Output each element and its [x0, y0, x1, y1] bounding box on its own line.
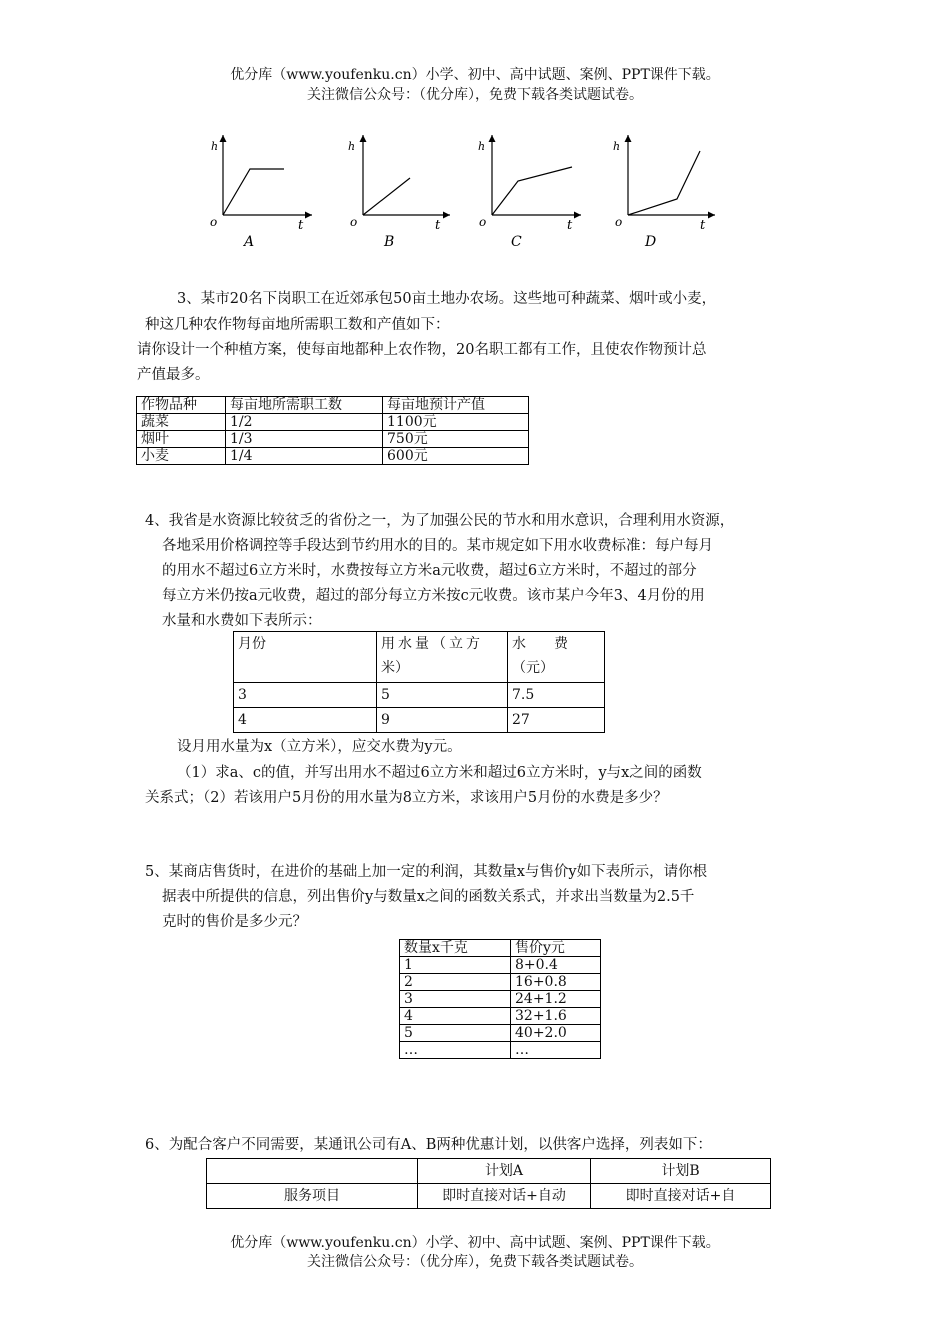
table-cell: 8+0.4	[511, 957, 601, 974]
table-cell: 3	[234, 683, 377, 708]
table-cell: 小麦	[137, 448, 226, 465]
header-line-1: 优分库（www.youfenku.cn）小学、初中、高中试题、案例、PPT课件下载。	[230, 67, 720, 83]
q4-header-water-2: 米）	[381, 660, 409, 676]
q4-header-fee-1: 水 费	[512, 636, 568, 652]
table-cell: 32+1.6	[511, 1008, 601, 1025]
q4-table	[233, 631, 605, 733]
q4-line-7: （1）求a、c的值，并写出用水不超过6立方米和超过6立方米时，y与x之间的函数	[177, 765, 702, 781]
table-row	[207, 1184, 771, 1209]
table-header-cell: 月份	[234, 632, 377, 683]
graph-d-axis-x: t	[700, 218, 706, 233]
table-header-cell	[207, 1159, 418, 1184]
table-row	[400, 1025, 601, 1042]
table-cell: 40+2.0	[511, 1025, 601, 1042]
table-cell: 9	[377, 708, 508, 733]
table-cell: 即时直接对话+自	[591, 1184, 771, 1209]
table-header-cell: 计划B	[591, 1159, 771, 1184]
table-row	[400, 991, 601, 1008]
table-cell: 1/3	[226, 431, 383, 448]
table-cell: 3	[400, 991, 511, 1008]
graph-a	[210, 135, 312, 250]
q3-line-1: 3、某市20名下岗职工在近郊承包50亩土地办农场。这些地可种蔬菜、烟叶或小麦，	[177, 291, 717, 307]
footer-line-1: 优分库（www.youfenku.cn）小学、初中、高中试题、案例、PPT课件下载。	[230, 1235, 720, 1251]
graph-b-axis-x: t	[435, 218, 441, 233]
header-line-2: 关注微信公众号：（优分库），免费下载各类试题试卷。	[307, 87, 643, 103]
table-cell: …	[511, 1042, 601, 1059]
table-row	[137, 448, 529, 465]
graph-b-line	[363, 178, 410, 215]
table-cell: 4	[400, 1008, 511, 1025]
q4-line-3: 的用水不超过6立方米时，水费按每立方米a元收费，超过6立方米时，不超过的部分	[162, 563, 697, 579]
graph-d-label: D	[645, 234, 657, 250]
table-cell: 750元	[383, 431, 529, 448]
graph-d-axis-y: h	[613, 140, 621, 153]
q6-table	[206, 1158, 771, 1209]
table-cell: 烟叶	[137, 431, 226, 448]
table-row	[400, 1042, 601, 1059]
graph-c-label: C	[511, 234, 522, 250]
table-row	[400, 957, 601, 974]
table-header-cell: 售价y元	[511, 940, 601, 957]
table-cell: 600元	[383, 448, 529, 465]
q4-line-2: 各地采用价格调控等手段达到节约用水的目的。某市规定如下用水收费标准：每户每月	[162, 538, 713, 554]
q4-line-1: 4、我省是水资源比较贫乏的省份之一，为了加强公民的节水和用水意识，合理利用水资源，	[145, 513, 735, 529]
q5-line-2: 据表中所提供的信息，列出售价y与数量x之间的函数关系式，并求出当数量为2.5千	[162, 889, 695, 905]
q6-line-1: 6、为配合客户不同需要，某通讯公司有A、B两种优惠计划，以供客户选择，列表如下：	[145, 1137, 712, 1153]
table-header-cell	[508, 632, 605, 683]
table-header-cell: 作物品种	[137, 397, 226, 414]
q3-line-3: 请你设计一个种植方案，使每亩地都种上农作物，20名职工都有工作，且使农作物预计总	[137, 342, 707, 358]
footer-line-2: 关注微信公众号：（优分库），免费下载各类试题试卷。	[307, 1254, 643, 1270]
graph-b	[348, 135, 450, 250]
graph-b-label: B	[384, 234, 395, 250]
q3-line-4: 产值最多。	[137, 367, 210, 383]
table-cell: 27	[508, 708, 605, 733]
graph-c-axis-x: t	[567, 218, 573, 233]
table-header-cell	[377, 632, 508, 683]
graph-d-line	[628, 151, 700, 215]
table-cell: 1/2	[226, 414, 383, 431]
graph-a-label: A	[244, 234, 255, 250]
q4-line-4: 每立方米仍按a元收费，超过的部分每立方米按c元收费。该市某户今年3、4月份的用	[162, 588, 705, 604]
q4-header-fee-2: （元）	[512, 660, 554, 676]
q6-table-header	[207, 1159, 771, 1184]
graph-c-origin: o	[479, 215, 487, 229]
graph-c-axis-y: h	[478, 140, 486, 153]
table-cell: …	[400, 1042, 511, 1059]
graph-a-line	[223, 169, 284, 215]
table-cell: 4	[234, 708, 377, 733]
table-cell: 16+0.8	[511, 974, 601, 991]
q4-line-6: 设月用水量为x（立方米），应交水费为y元。	[177, 739, 462, 755]
table-cell: 即时直接对话+自动	[418, 1184, 591, 1209]
table-cell: 1100元	[383, 414, 529, 431]
table-cell: 蔬菜	[137, 414, 226, 431]
table-row	[400, 1008, 601, 1025]
table-row	[137, 414, 529, 431]
q3-table-header	[137, 397, 529, 414]
table-row	[400, 974, 601, 991]
q3-line-2: 种这几种农作物每亩地所需职工数和产值如下：	[145, 317, 450, 333]
table-header-cell: 每亩地所需职工数	[226, 397, 383, 414]
table-cell: 2	[400, 974, 511, 991]
table-header-cell: 计划A	[418, 1159, 591, 1184]
graph-d-origin: o	[615, 215, 623, 229]
table-row	[137, 431, 529, 448]
q5-line-3: 克时的售价是多少元？	[162, 914, 307, 930]
q5-table-header	[400, 940, 601, 957]
table-cell: 5	[377, 683, 508, 708]
graph-d	[613, 135, 715, 250]
graph-b-origin: o	[350, 215, 358, 229]
table-cell: 1/4	[226, 448, 383, 465]
graphs-figure	[190, 125, 730, 255]
graph-a-axis-y: h	[211, 140, 219, 153]
q3-table	[136, 396, 529, 465]
q4-line-5: 水量和水费如下表所示：	[162, 613, 322, 629]
table-row	[234, 708, 605, 733]
q5-table	[399, 939, 601, 1059]
q5-line-1: 5、某商店售货时，在进价的基础上加一定的利润，其数量x与售价y如下表所示，请你根	[145, 864, 708, 880]
table-cell: 服务项目	[207, 1184, 418, 1209]
graph-a-origin: o	[210, 215, 218, 229]
table-cell: 24+1.2	[511, 991, 601, 1008]
table-header-cell: 每亩地预计产值	[383, 397, 529, 414]
table-cell: 7.5	[508, 683, 605, 708]
table-cell: 1	[400, 957, 511, 974]
table-cell: 5	[400, 1025, 511, 1042]
graph-c	[478, 135, 581, 250]
table-row	[234, 683, 605, 708]
q4-header-water-1: 用水量（立方	[381, 636, 483, 652]
graph-b-axis-y: h	[348, 140, 356, 153]
q4-table-header	[234, 632, 605, 683]
table-header-cell: 数量x千克	[400, 940, 511, 957]
graph-a-axis-x: t	[298, 218, 304, 233]
graph-c-line	[492, 167, 572, 215]
q4-line-8: 关系式；（2）若该用户5月份的用水量为8立方米，求该用户5月份的水费是多少？	[145, 790, 668, 806]
